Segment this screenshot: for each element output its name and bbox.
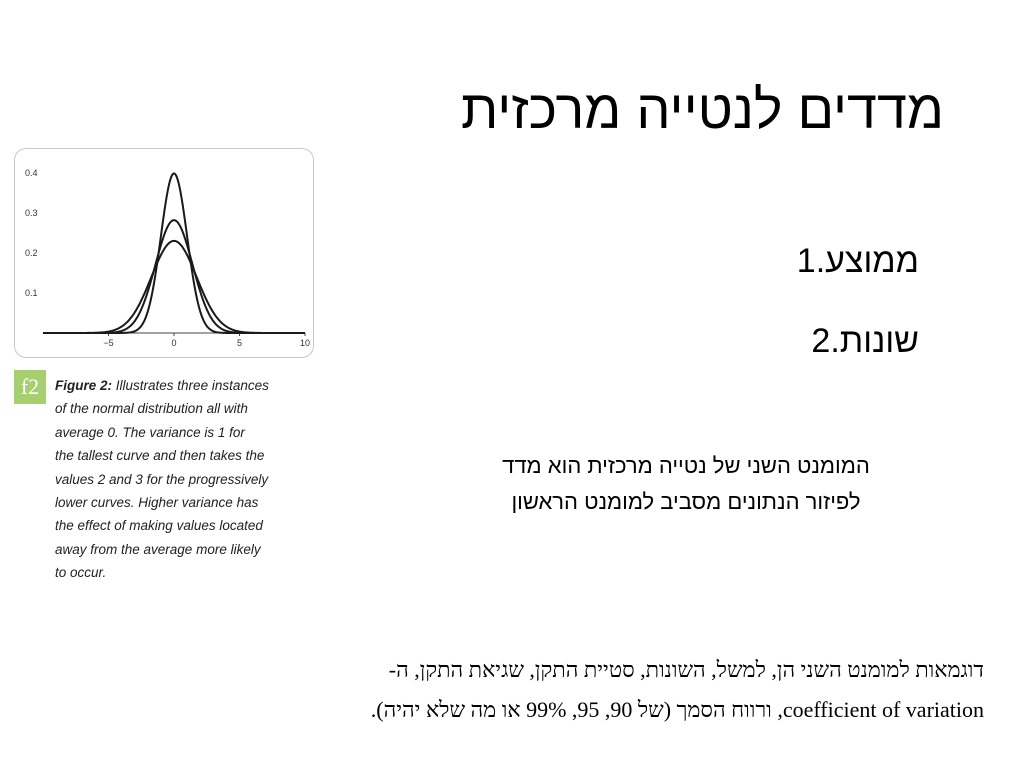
caption-line-first	[55, 374, 310, 397]
examples-paragraph	[40, 650, 984, 730]
caption-line: Illustrates three instances	[115, 378, 269, 393]
caption-line: values 2 and 3 for the progressively	[55, 471, 269, 487]
caption-line: lower curves. Higher variance has	[55, 495, 259, 511]
paragraph-line: המומנט השני של נטייה מרכזית הוא מדד	[502, 453, 870, 478]
figure-caption	[55, 374, 310, 585]
y-tick-label: 0.4	[25, 168, 38, 178]
slide-title: מדדים לנטייה מרכזית	[461, 80, 944, 140]
paragraph-line: לפיזור הנתונים מסביב למומנט הראשון	[511, 489, 861, 514]
list-item-mean: ממוצע.1	[796, 242, 919, 280]
normal-curve-variance-3	[43, 241, 305, 333]
x-tick-label: −5	[103, 338, 114, 348]
y-tick-label: 0.3	[25, 208, 38, 218]
y-tick-label: 0.1	[25, 288, 38, 298]
caption-line: the tallest curve and then takes the	[55, 448, 265, 464]
y-tick-label: 0.2	[25, 248, 38, 258]
examples-line: דוגמאות למומנט השני הן, למשל, השונות, סטיית התקן, שגיאת התקן, ה-	[388, 657, 984, 682]
caption-line: away from the average more likely	[55, 541, 261, 557]
normal-distribution-chart	[15, 149, 313, 357]
numbered-list	[797, 240, 919, 400]
figure-tag: f2	[14, 370, 46, 404]
x-tick-label: 10	[299, 338, 311, 348]
x-tick-label: 5	[236, 338, 243, 348]
normal-curve-variance-2	[43, 220, 305, 333]
caption-line: the effect of making values located	[55, 518, 263, 534]
caption-line: of the normal distribution all with	[55, 401, 248, 417]
list-item-variance: שונות.2	[811, 322, 919, 360]
normal-curve-variance-1	[43, 173, 305, 333]
caption-label: Figure 2:	[55, 378, 113, 393]
caption-line: average 0. The variance is 1 for	[55, 424, 245, 440]
examples-line: coefficient of variation, ורווח הסמך (של 90, 95, 99% או מה שלא יהיה).	[370, 697, 984, 722]
second-moment-paragraph	[370, 448, 1002, 520]
caption-line: to occur.	[55, 565, 107, 581]
x-tick-label: 0	[171, 338, 177, 348]
figure-chart-frame	[14, 148, 314, 358]
